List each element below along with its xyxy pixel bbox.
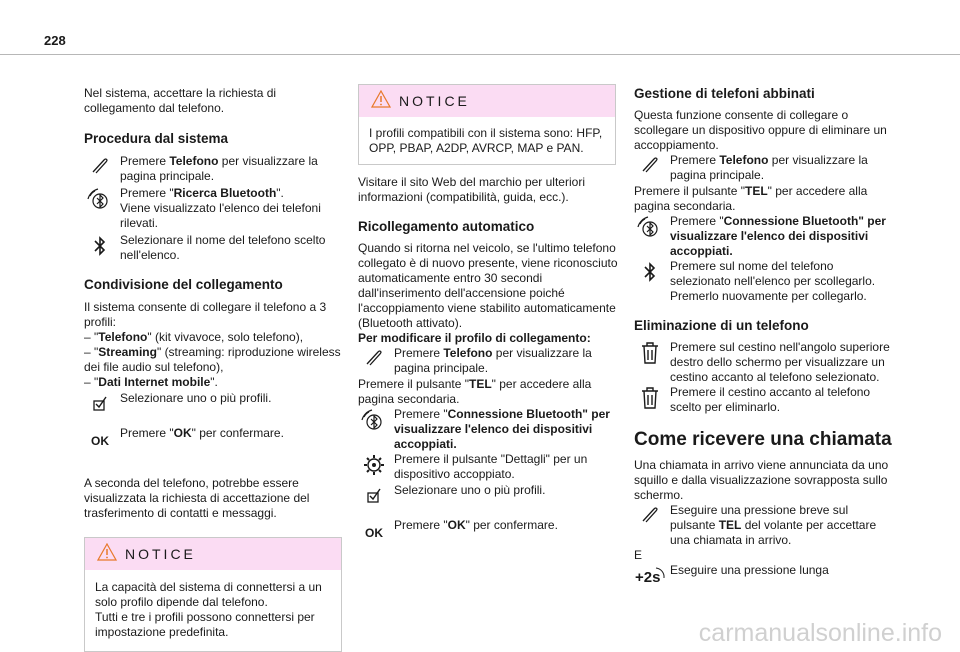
step-ricerca-bluetooth: Premere "Ricerca Bluetooth". Viene visualizzato l'elenco dei telefoni rilevati. <box>84 186 346 231</box>
notice-header <box>359 85 615 117</box>
notice-box-2 <box>358 84 616 165</box>
step-connessione-bluetooth: Premere "Connessione Bluetooth" per visualizzare l'elenco dei dispositivi accoppiati. <box>358 407 620 452</box>
checkbox-icon <box>84 391 116 422</box>
warning-icon <box>371 90 391 112</box>
visit-text: Visitare il sito Web del marchio per ulteriori informazioni (compatibilità, guida, ecc.). <box>358 175 585 204</box>
step-telefono: Premere Telefono per visualizzare la pagina principale. <box>358 346 620 377</box>
or-text: E <box>634 548 643 562</box>
step-confirm-ok: OK Premere "OK" per confermare. <box>358 514 620 556</box>
step-seleziona-telefono: Selezionare il nome del telefono scelto nell'elenco. <box>84 233 346 264</box>
trash-icon <box>634 385 666 416</box>
svg-text:+2s: +2s <box>635 569 661 586</box>
step-trash-1: Premere sul cestino nell'angolo superiore destro dello schermo per visualizzare un cestino accanto al telefono selezionato. <box>634 340 896 385</box>
bluetooth-search-icon <box>84 186 116 217</box>
profile-item-streaming: – "Streaming" (streaming: riproduzione wireless dei file audio sul telefono), <box>84 345 341 374</box>
step-tel: Premere il pulsante "TEL" per accedere alla pagina secondaria. <box>358 377 592 406</box>
step-press-long: +2s Eseguire una pressione lunga <box>634 563 896 594</box>
intro-text: Nel sistema, accettare la richiesta di collegamento dal telefono. <box>84 86 277 115</box>
step-telefono: Premere Telefono per visualizzare la pagina principale. <box>634 153 896 184</box>
step-select-profiles: Selezionare uno o più profili. <box>84 391 346 422</box>
checkbox-icon <box>358 483 390 514</box>
touch-icon <box>358 346 390 377</box>
column-1 <box>84 86 346 652</box>
step-tel: Premere il pulsante "TEL" per accedere alla pagina secondaria. <box>634 184 868 213</box>
step-connessione-bluetooth: Premere "Connessione Bluetooth" per visualizzare l'elenco dei dispositivi accoppiati. <box>634 214 896 259</box>
warning-icon <box>97 543 117 565</box>
step-select-phone: Premere sul nome del telefono selezionato nell'elenco per scollegarlo. Premerlo nuovamente per collegarlo. <box>634 259 896 304</box>
notice-body: I profili compatibili con il sistema sono: HFP, OPP, PBAP, A2DP, AVRCP, MAP e PAN. <box>369 126 603 155</box>
notice-body: La capacità del sistema di connettersi a un solo profilo dipende dal telefono. Tutti e tre i profili possono connettersi per impostazione predefinita. <box>95 580 322 639</box>
column-3 <box>634 85 896 594</box>
ricevere-text: Una chiamata in arrivo viene annunciata da uno squillo e dalla visualizzazione sovrapposta sullo schermo. <box>634 458 889 502</box>
gestione-text: Questa funzione consente di collegare o scollegare un dispositivo oppure di eliminare un accoppiamento. <box>634 108 887 152</box>
touch-icon <box>84 154 116 185</box>
settings-gear-icon <box>358 452 390 483</box>
step-trash-2: Premere il cestino accanto al telefono scelto per eliminarlo. <box>634 385 896 416</box>
step-telefono: Premere Telefono per visualizzare la pagina principale. <box>84 154 346 185</box>
bluetooth-search-icon <box>358 407 390 438</box>
step-press-short: Eseguire una pressione breve sul pulsante TEL del volante per accettare una chiamata in arrivo. <box>634 503 896 548</box>
notice-box-1 <box>84 537 342 652</box>
ok-icon: OK <box>365 526 383 540</box>
tail-text: A seconda del telefono, potrebbe essere visualizzata la richiesta di accettazione del trasferimento di contatti e messaggi. <box>84 476 310 520</box>
notice-title: NOTICE <box>399 92 470 109</box>
bluetooth-icon <box>84 233 116 264</box>
watermark: carmanualsonline.info <box>698 619 942 647</box>
header-divider <box>0 54 960 55</box>
condivisione-intro: Il sistema consente di collegare il telefono a 3 profili: <box>84 300 327 329</box>
heading-condivisione: Condivisione del collegamento <box>84 277 283 292</box>
step-confirm-ok: OK Premere "OK" per confermare. <box>84 422 346 464</box>
bluetooth-icon <box>634 259 666 290</box>
column-2 <box>358 84 620 556</box>
profile-item-dati: – "Dati Internet mobile". <box>84 375 218 389</box>
ok-icon: OK <box>91 434 109 448</box>
heading-ricollegamento: Ricollegamento automatico <box>358 219 535 234</box>
notice-header <box>85 538 341 570</box>
heading-procedura: Procedura dal sistema <box>84 131 229 146</box>
modify-profile-title: Per modificare il profilo di collegamento: <box>358 331 591 345</box>
page-number: 228 <box>44 33 66 48</box>
step-select-profiles: Selezionare uno o più profili. <box>358 483 620 514</box>
ricollegamento-text: Quando si ritorna nel veicolo, se l'ultimo telefono collegato è di nuovo presente, viene riconosciuto automaticamente entro 30 secondi dall'inserimento dell'accensione poiché l'accoppiamento viene stabilito automaticamente (Bluetooth attivato). <box>358 241 618 330</box>
heading-eliminazione: Eliminazione di un telefono <box>634 318 809 333</box>
touch-icon <box>634 153 666 184</box>
long-press-2s-icon <box>634 563 666 594</box>
heading-ricevere: Come ricevere una chiamata <box>634 429 892 450</box>
step-dettagli: Premere il pulsante "Dettagli" per un dispositivo accoppiato. <box>358 452 620 483</box>
trash-icon <box>634 340 666 371</box>
touch-icon <box>634 503 666 534</box>
bluetooth-search-icon <box>634 214 666 245</box>
heading-gestione: Gestione di telefoni abbinati <box>634 86 815 101</box>
profile-item-telefono: – "Telefono" (kit vivavoce, solo telefono), <box>84 330 304 344</box>
notice-title: NOTICE <box>125 545 196 562</box>
